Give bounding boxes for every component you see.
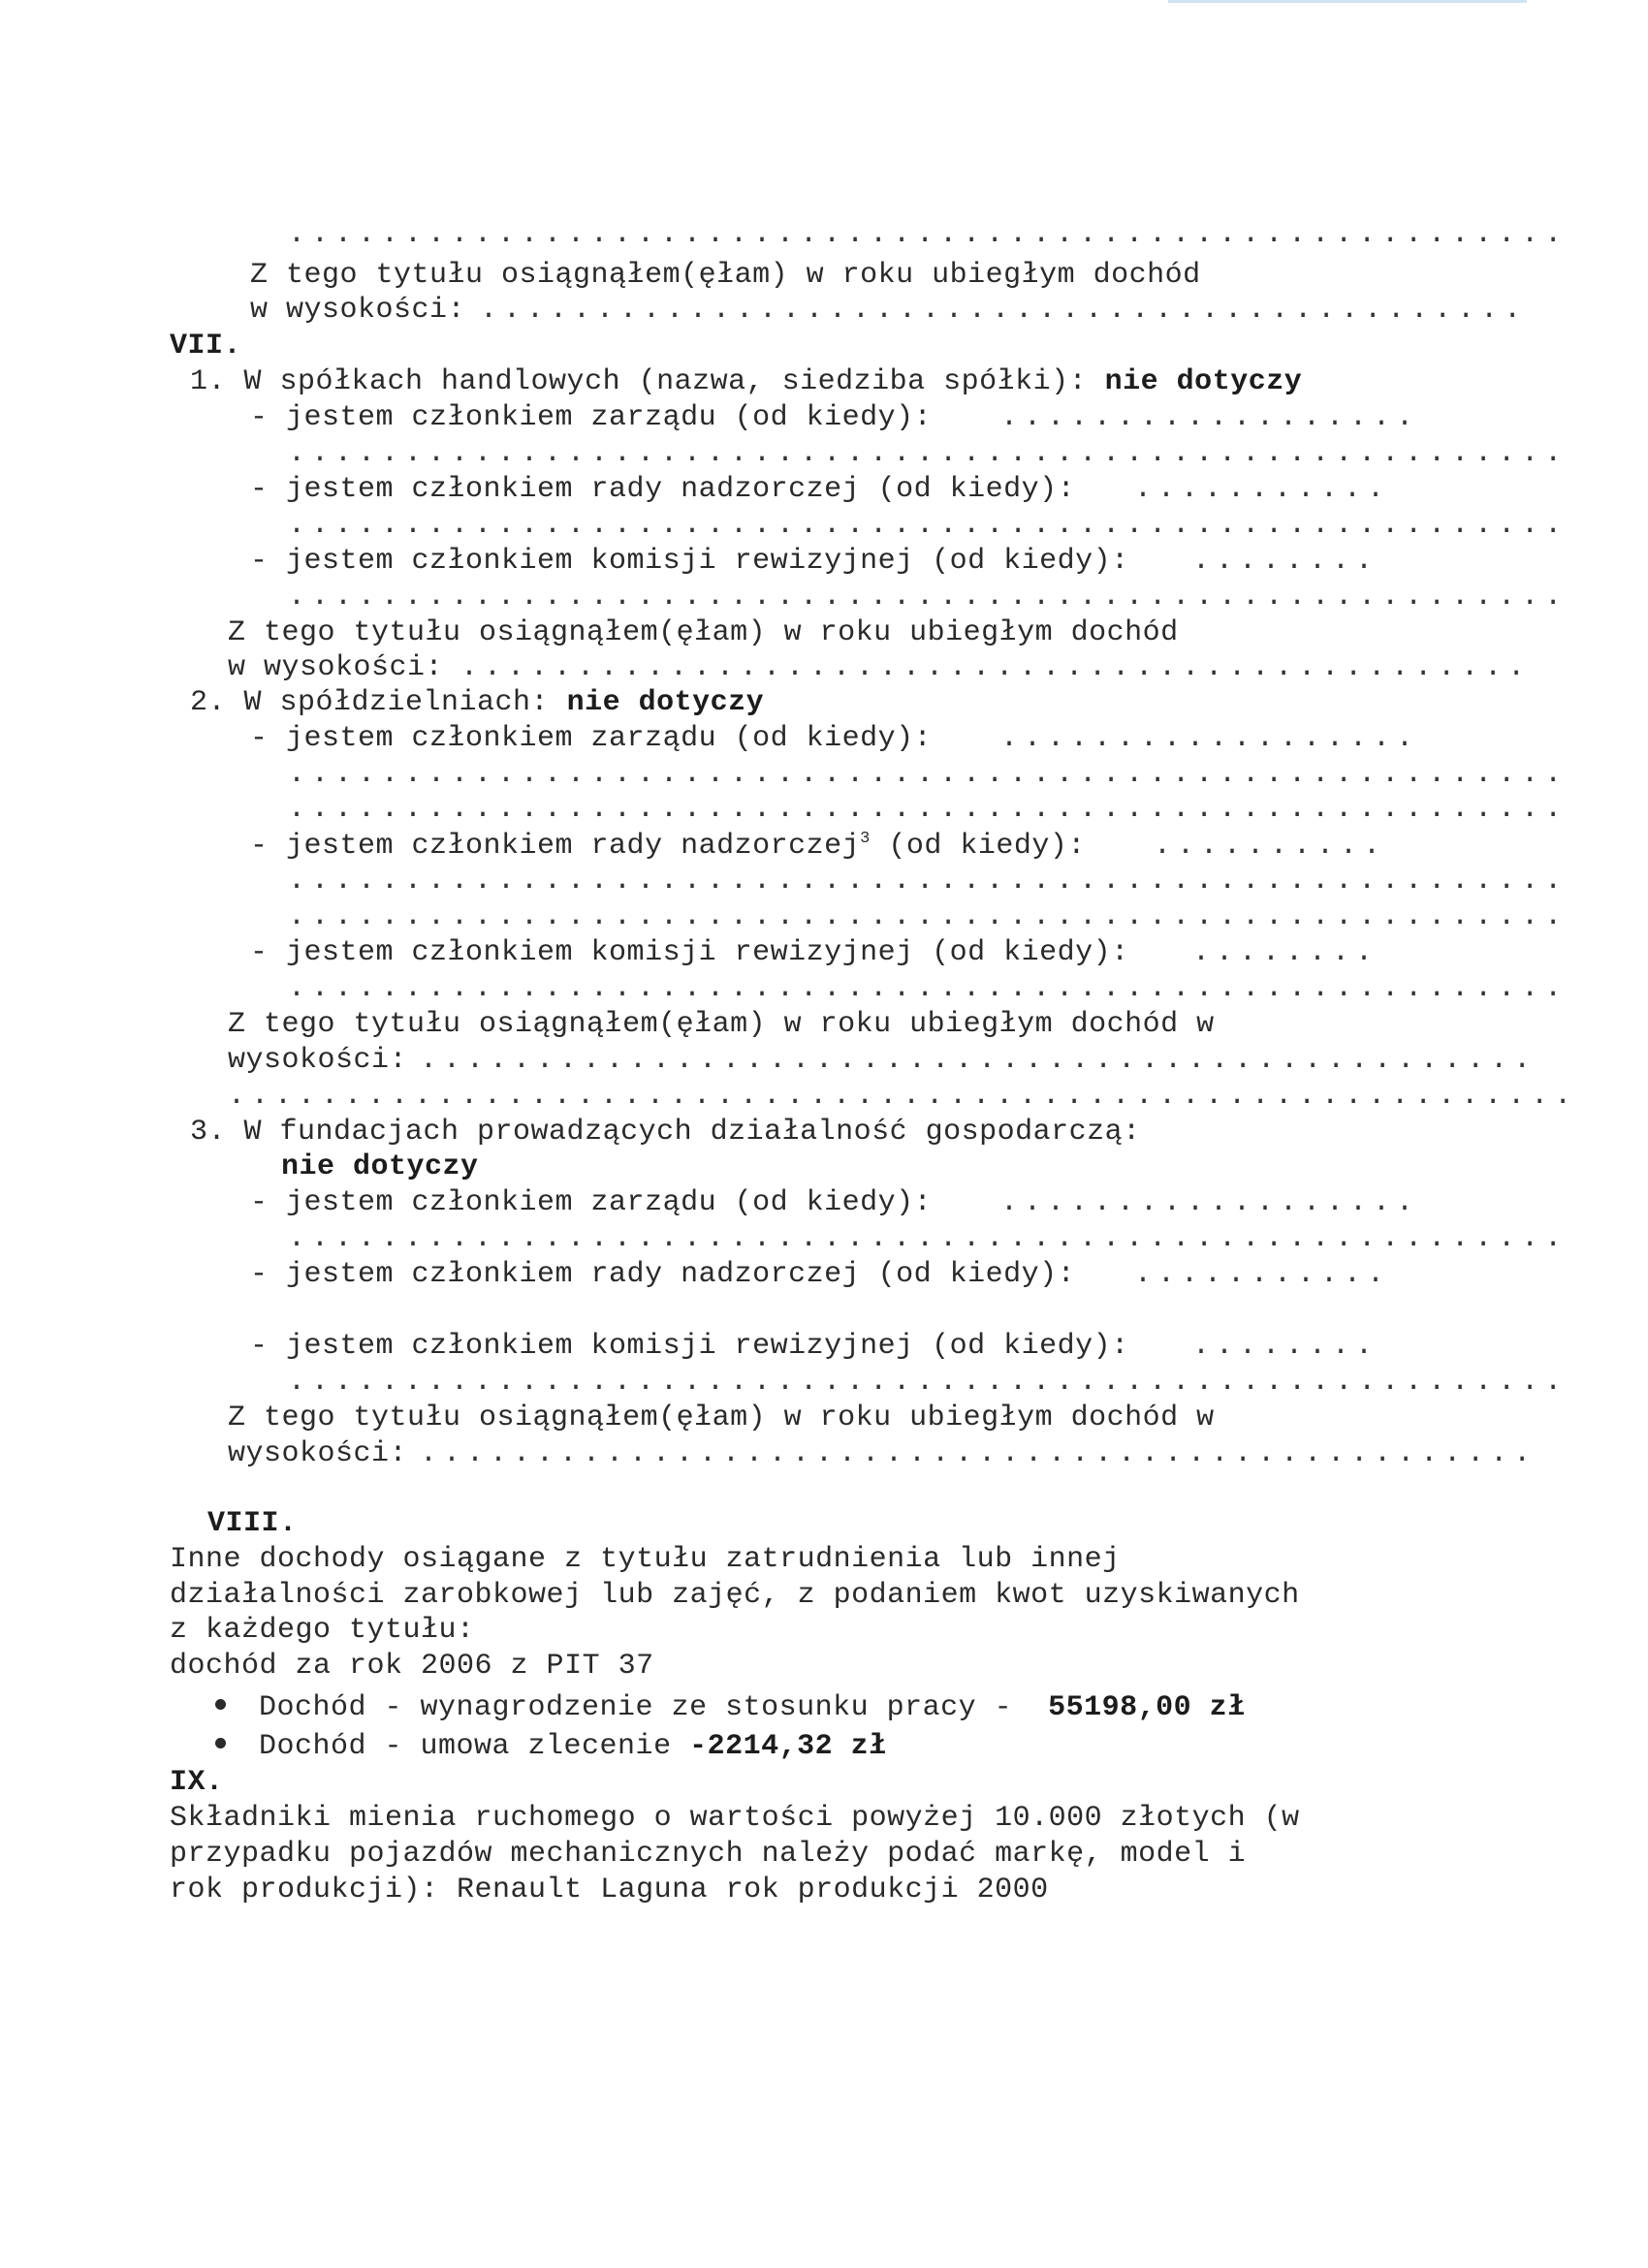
section-ix-text: przypadku pojazdów mechanicznych należy podać markę, model i [170,1838,1247,1871]
section-viii-text: z każdego tytułu: [170,1614,475,1647]
item-3-income-label: wysokości: [228,1437,408,1470]
fill-line: ....................................................... [288,1366,1569,1399]
fill-line: ....................................................... [288,865,1569,898]
fill-line: .......................................................... [228,1080,1578,1113]
fill-line: .............................................. [460,651,1532,684]
item-1-income-label: w wysokości: [228,651,444,684]
fill-line: ........ [1192,936,1379,969]
bullet-icon [215,1699,226,1710]
section-header-ix: IX. [170,1766,224,1799]
fill-line: .................. [1000,1186,1420,1219]
section-ix-text: rok produkcji): Renault Laguna rok produkcji 2000 [170,1874,1049,1906]
income-bullet: Dochód - umowa zlecenie -2214,32 zł [215,1729,887,1764]
fill-line: ....................................................... [288,900,1569,933]
item-1-label: 1. W spółkach handlowych (nazwa, siedziba spółki): nie dotyczy [190,365,1303,398]
fill-line: ........ [1192,1330,1379,1363]
item-3-audit: - jestem członkiem komisji rewizyjnej (od kiedy): [250,1330,1129,1363]
fill-line: ........... [1134,1258,1391,1291]
fill-line: ............................................. [480,294,1528,327]
item-3-board: - jestem członkiem zarządu (od kiedy): [250,1186,933,1219]
fill-line: ........... [1134,473,1391,506]
income-amount: -2214,32 zł [689,1730,887,1763]
item-3-supervisory: - jestem członkiem rady nadzorczej (od kiedy): [250,1258,1076,1291]
item-2-income: Z tego tytułu osiągnąłem(ęłam) w roku ubiegłym dochód w [228,1008,1215,1041]
fill-line: ....................................................... [288,581,1569,614]
item-3-label: 3. W fundacjach prowadzących działalność gospodarczą: [190,1116,1141,1149]
item-1-board: - jestem członkiem zarządu (od kiedy): [250,401,933,434]
item-2-board: - jestem członkiem zarządu (od kiedy): [250,722,933,755]
item-2-income-label: wysokości: [228,1044,408,1077]
income-line: Z tego tytułu osiągnąłem(ęłam) w roku ubiegłym dochód [250,259,1201,292]
income-amount-label: w wysokości: [250,294,466,327]
footnote-marker: 3 [860,830,871,848]
fill-line: .......... [1154,830,1387,863]
section-viii-pit: dochód za rok 2006 z PIT 37 [170,1650,654,1683]
section-ix-text: Składniki mienia ruchomego o wartości powyżej 10.000 złotych (w [170,1802,1300,1835]
item-3-income: Z tego tytułu osiągnąłem(ęłam) w roku ubiegłym dochód w [228,1402,1215,1434]
section-header-viii: VIII. [207,1507,298,1540]
fill-line: ....................................................... [288,793,1569,826]
fill-line: ....................................................... [288,972,1569,1005]
fill-line: ....................................................... [288,758,1569,791]
fill-line: ................................................ [420,1437,1537,1470]
fill-line: ....................................................... [288,509,1569,542]
section-header-vii: VII. [170,330,242,362]
item-2-answer: nie dotyczy [566,686,765,719]
fill-line: ....................................................... [288,1222,1569,1255]
item-2-audit: - jestem członkiem komisji rewizyjnej (od kiedy): [250,936,1129,969]
item-3-answer: nie dotyczy [281,1150,479,1183]
item-1-income: Z tego tytułu osiągnąłem(ęłam) w roku ubiegłym dochód [228,616,1179,649]
bullet-icon [215,1738,226,1748]
fill-line: .................. [1000,401,1420,434]
section-viii-text: Inne dochody osiągane z tytułu zatrudnienia lub innej [170,1543,1121,1576]
income-amount: 55198,00 zł [1048,1691,1246,1724]
fill-line: ........ [1192,545,1379,578]
item-2-supervisory: - jestem członkiem rady nadzorczej$^3$ (od kiedy): [250,830,1086,863]
fill-line: .................. [1000,722,1420,755]
fill-line: ................................................ [420,1044,1537,1077]
fill-line: ....................................................... [288,437,1569,470]
income-bullet: Dochód - wynagrodzenie ze stosunku pracy - 55198,00 zł [215,1690,1246,1725]
item-2-label: 2. W spółdzielniach: nie dotyczy [190,686,765,719]
fill-line: ....................................................... [288,218,1569,251]
scan-edge-mark [1168,0,1527,3]
item-1-answer: nie dotyczy [1104,365,1303,398]
item-1-audit: - jestem członkiem komisji rewizyjnej (od kiedy): [250,545,1129,578]
section-viii-text: działalności zarobkowej lub zajęć, z podaniem kwot uzyskiwanych [170,1579,1300,1612]
item-1-supervisory: - jestem członkiem rady nadzorczej (od kiedy): [250,473,1076,506]
